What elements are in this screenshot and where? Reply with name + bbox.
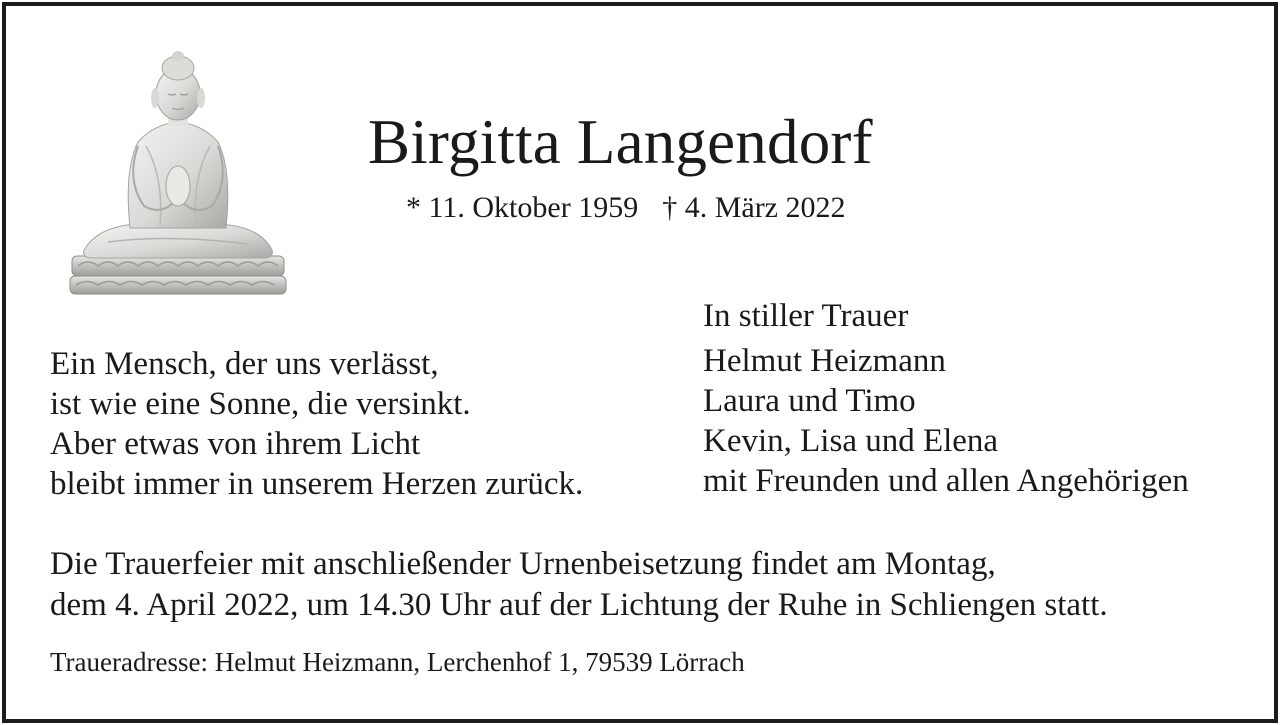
deceased-name: Birgitta Langendorf — [368, 107, 873, 177]
mourner-entry: mit Freunden und allen Angehörigen — [703, 463, 1189, 499]
birth-date: * 11. Oktober 1959 — [406, 191, 639, 224]
poem-line: ist wie eine Sonne, die versinkt. — [50, 386, 471, 422]
poem-line: Ein Mensch, der uns verlässt, — [50, 346, 439, 382]
life-dates — [406, 190, 846, 226]
buddha-statue-icon — [68, 50, 290, 300]
condolence-address: Traueradresse: Helmut Heizmann, Lerchenhof 1, 79539 Lörrach — [50, 647, 745, 677]
death-date: † 4. März 2022 — [662, 191, 846, 224]
funeral-service-info — [50, 544, 1108, 626]
mourner-entry: Helmut Heizmann — [703, 343, 946, 379]
service-line: Die Trauerfeier mit anschließender Urnenbeisetzung findet am Montag, — [50, 546, 996, 582]
service-line: dem 4. April 2022, um 14.30 Uhr auf der Lichtung der Ruhe in Schliengen statt. — [50, 587, 1108, 623]
memorial-poem — [50, 344, 583, 504]
poem-line: Aber etwas von ihrem Licht — [50, 426, 421, 462]
mourner-entry: Kevin, Lisa und Elena — [703, 423, 999, 459]
mourners-list — [703, 296, 1189, 501]
mourners-lead: In stiller Trauer — [703, 298, 909, 334]
poem-line: bleibt immer in unserem Herzen zurück. — [50, 466, 584, 502]
mourner-entry: Laura und Timo — [703, 383, 916, 419]
